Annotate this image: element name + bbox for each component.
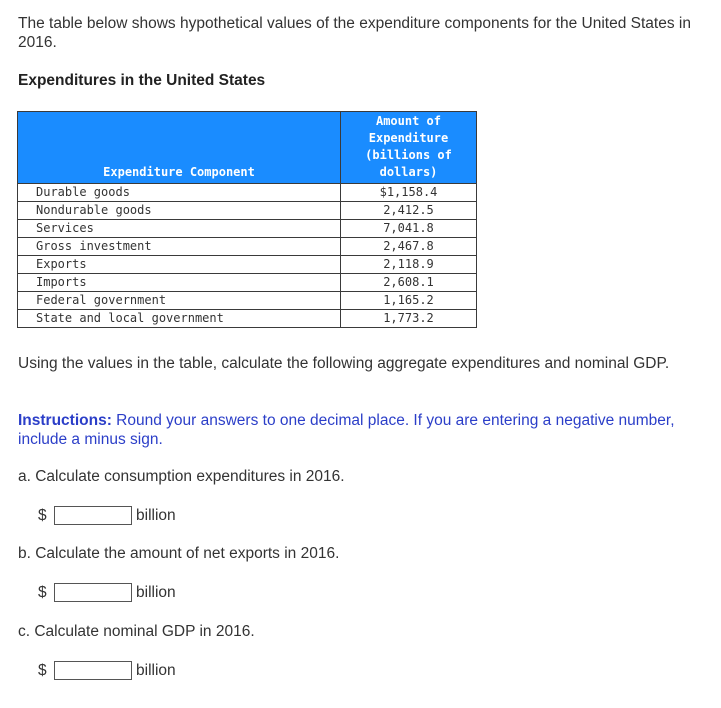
- net-exports-answer-input[interactable]: [54, 583, 132, 602]
- answer-row-a: [38, 506, 176, 525]
- instructions: [18, 411, 708, 449]
- row-amount: 2,608.1: [341, 274, 477, 292]
- table-row: [18, 256, 477, 274]
- instructions-text: Round your answers to one decimal place. If you are entering a negative number, include a minus sign.: [18, 412, 675, 448]
- unit-label: billion: [136, 583, 176, 601]
- consumption-answer-input[interactable]: [54, 506, 132, 525]
- currency-symbol: $: [38, 506, 47, 524]
- header-amount-line: dollars): [379, 165, 438, 179]
- row-amount: 1,165.2: [341, 292, 477, 310]
- row-amount: 2,412.5: [341, 202, 477, 220]
- table-row: [18, 184, 477, 202]
- table-row: [18, 202, 477, 220]
- row-component: Gross investment: [18, 238, 341, 256]
- instructions-label: Instructions:: [18, 412, 112, 429]
- question-a: a. Calculate consumption expenditures in 2016.: [18, 468, 345, 485]
- row-amount: $1,158.4: [341, 184, 477, 202]
- row-component: Durable goods: [18, 184, 341, 202]
- table-row: [18, 274, 477, 292]
- header-amount-of-expenditure: [341, 112, 477, 184]
- row-amount: 7,041.8: [341, 220, 477, 238]
- header-amount-line: (billions of: [365, 148, 452, 162]
- unit-label: billion: [136, 661, 176, 679]
- expenditure-table: [17, 111, 477, 328]
- table-title: Expenditures in the United States: [18, 72, 266, 89]
- row-component: Exports: [18, 256, 341, 274]
- question-c: c. Calculate nominal GDP in 2016.: [18, 623, 255, 640]
- intro-text: The table below shows hypothetical values of the expenditure components for the United States in 2016.: [18, 15, 691, 51]
- row-amount: 1,773.2: [341, 310, 477, 328]
- row-component: Imports: [18, 274, 341, 292]
- answer-row-b: [38, 583, 176, 602]
- header-amount-line: Amount of: [375, 114, 442, 128]
- header-amount-line: Expenditure: [368, 131, 449, 145]
- table-row: [18, 220, 477, 238]
- answer-row-c: [38, 661, 176, 680]
- table-row: [18, 310, 477, 328]
- row-component: State and local government: [18, 310, 341, 328]
- header-expenditure-component: Expenditure Component: [18, 112, 341, 184]
- row-amount: 2,118.9: [341, 256, 477, 274]
- table-header-row: [18, 112, 477, 184]
- question-b: b. Calculate the amount of net exports in 2016.: [18, 545, 340, 562]
- prompt-text: Using the values in the table, calculate the following aggregate expenditures and nominal GDP.: [18, 355, 670, 372]
- currency-symbol: $: [38, 661, 47, 679]
- table-row: [18, 292, 477, 310]
- table-row: [18, 238, 477, 256]
- currency-symbol: $: [38, 583, 47, 601]
- row-component: Nondurable goods: [18, 202, 341, 220]
- unit-label: billion: [136, 506, 176, 524]
- row-amount: 2,467.8: [341, 238, 477, 256]
- row-component: Federal government: [18, 292, 341, 310]
- row-component: Services: [18, 220, 341, 238]
- nominal-gdp-answer-input[interactable]: [54, 661, 132, 680]
